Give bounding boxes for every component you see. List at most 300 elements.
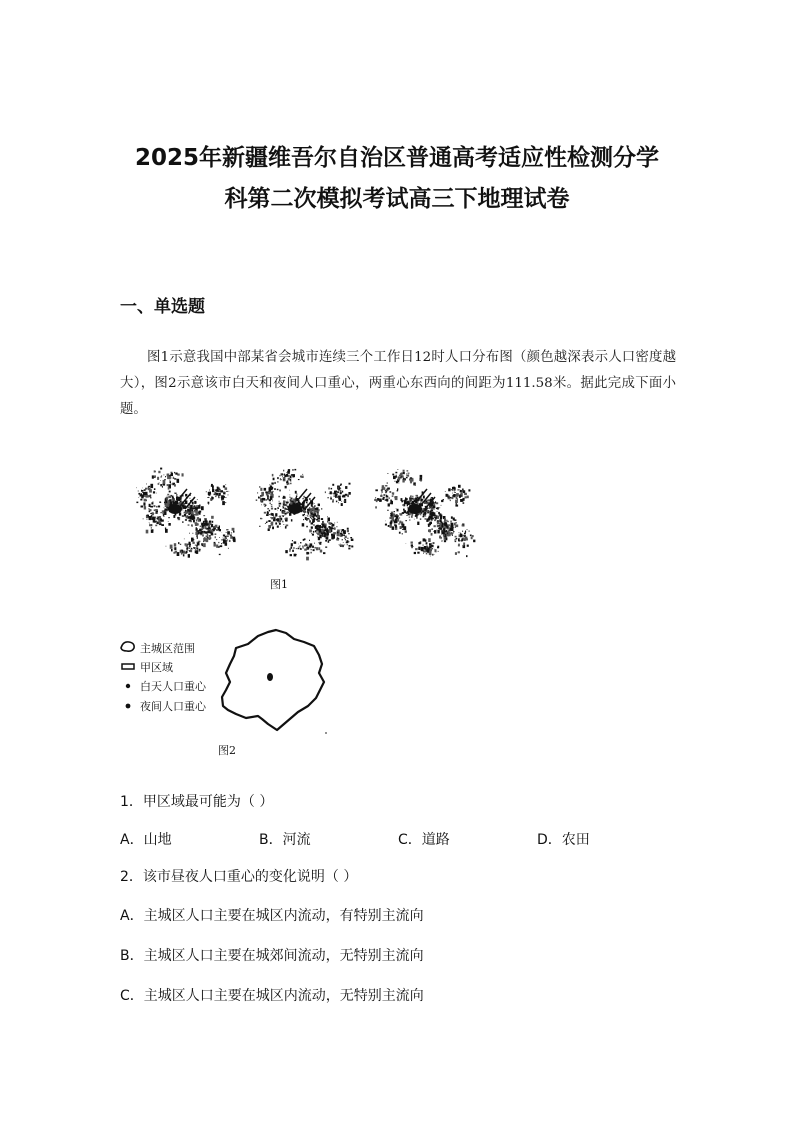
density-speck bbox=[272, 474, 274, 477]
density-speck bbox=[412, 496, 413, 497]
density-speck bbox=[431, 543, 432, 544]
density-speck bbox=[189, 514, 190, 516]
density-speck bbox=[391, 513, 393, 515]
density-speck bbox=[279, 475, 280, 476]
density-speck bbox=[444, 521, 446, 522]
density-speck bbox=[383, 494, 385, 495]
density-speck bbox=[292, 469, 294, 471]
density-speck bbox=[165, 476, 166, 477]
density-speck bbox=[403, 478, 404, 480]
density-speck bbox=[173, 515, 175, 518]
density-speck bbox=[227, 539, 228, 540]
density-speck bbox=[269, 484, 270, 485]
density-speck bbox=[328, 526, 330, 528]
density-speck bbox=[463, 545, 464, 546]
density-speck bbox=[173, 552, 175, 554]
density-speck bbox=[165, 528, 166, 530]
density-speck bbox=[389, 491, 391, 493]
density-speck bbox=[287, 512, 289, 514]
density-speck bbox=[411, 544, 413, 546]
density-speck bbox=[295, 491, 297, 494]
density-speck bbox=[433, 518, 434, 520]
density-speck bbox=[182, 521, 183, 523]
density-speck bbox=[311, 549, 312, 550]
density-speck bbox=[402, 524, 404, 526]
density-speck bbox=[286, 474, 289, 477]
density-speck bbox=[407, 507, 408, 508]
density-speck bbox=[337, 532, 339, 534]
density-speck bbox=[454, 489, 455, 490]
density-speck bbox=[150, 497, 151, 499]
density-speck bbox=[268, 528, 270, 531]
density-speck bbox=[444, 522, 447, 526]
q1-option-d[interactable]: D．农田 bbox=[537, 832, 590, 848]
density-speck bbox=[348, 533, 349, 534]
density-speck bbox=[387, 482, 388, 483]
density-speck bbox=[165, 509, 166, 510]
density-speck bbox=[158, 471, 160, 473]
density-speck bbox=[455, 492, 456, 493]
density-speck bbox=[296, 548, 297, 549]
density-speck bbox=[332, 501, 334, 502]
density-speck bbox=[174, 543, 176, 546]
density-speck bbox=[430, 498, 432, 499]
density-speck bbox=[302, 498, 304, 499]
q1-option-a[interactable]: A．山地 bbox=[120, 832, 172, 848]
density-speck bbox=[423, 553, 424, 554]
density-speck bbox=[302, 514, 304, 516]
density-speck bbox=[347, 530, 349, 533]
density-speck bbox=[279, 520, 281, 522]
density-speck bbox=[448, 530, 450, 533]
density-speck bbox=[190, 550, 192, 552]
density-speck bbox=[144, 499, 147, 502]
density-speck bbox=[403, 509, 405, 511]
density-speck bbox=[284, 508, 286, 510]
density-speck bbox=[291, 519, 293, 521]
density-speck bbox=[285, 507, 286, 508]
density-speck bbox=[181, 550, 182, 552]
density-speck bbox=[268, 508, 269, 509]
density-speck bbox=[433, 504, 435, 506]
density-speck bbox=[153, 519, 155, 523]
density-speck bbox=[418, 542, 420, 544]
density-speck bbox=[376, 499, 378, 502]
density-speck bbox=[447, 534, 448, 535]
density-speck bbox=[279, 519, 281, 521]
density-speck bbox=[400, 476, 401, 478]
density-speck bbox=[426, 553, 428, 554]
density-speck bbox=[436, 508, 438, 510]
density-speck bbox=[465, 531, 466, 532]
density-speck bbox=[288, 502, 289, 503]
density-speck bbox=[306, 557, 309, 561]
document-title bbox=[100, 138, 694, 220]
density-speck bbox=[309, 519, 310, 520]
density-speck bbox=[429, 506, 430, 507]
density-speck bbox=[317, 520, 320, 522]
density-speck bbox=[383, 497, 385, 498]
density-speck bbox=[464, 493, 467, 495]
density-speck bbox=[401, 525, 402, 526]
density-speck bbox=[311, 526, 313, 528]
density-speck bbox=[290, 494, 291, 495]
density-speck bbox=[429, 523, 432, 525]
density-speck bbox=[199, 513, 201, 515]
density-speck bbox=[170, 545, 173, 549]
density-speck bbox=[277, 489, 279, 490]
density-speck bbox=[290, 500, 291, 501]
density-speck bbox=[197, 542, 198, 543]
figure-2-gravity-center-map bbox=[118, 626, 333, 738]
density-speck bbox=[153, 517, 155, 520]
density-speck bbox=[270, 503, 271, 504]
density-speck bbox=[223, 485, 225, 487]
density-speck bbox=[309, 520, 311, 522]
density-speck bbox=[410, 481, 412, 483]
density-speck bbox=[196, 547, 197, 548]
density-speck bbox=[218, 497, 220, 498]
density-speck bbox=[336, 497, 337, 498]
density-speck bbox=[314, 503, 315, 504]
density-speck bbox=[440, 523, 442, 526]
density-speck bbox=[282, 521, 283, 523]
density-speck bbox=[265, 491, 267, 493]
density-speck bbox=[311, 508, 312, 509]
density-speck bbox=[205, 519, 206, 521]
density-speck bbox=[445, 530, 446, 531]
density-speck bbox=[195, 507, 198, 510]
density-speck bbox=[441, 534, 442, 535]
density-speck bbox=[326, 529, 328, 532]
density-speck bbox=[458, 489, 459, 490]
figure-1-caption: 图1 bbox=[270, 578, 288, 591]
density-speck bbox=[423, 538, 426, 541]
density-speck bbox=[160, 512, 162, 513]
density-speck bbox=[171, 474, 172, 475]
density-speck bbox=[469, 530, 470, 532]
density-speck bbox=[223, 540, 224, 541]
density-speck bbox=[208, 502, 210, 504]
density-speck bbox=[188, 524, 190, 525]
density-speck bbox=[167, 484, 169, 486]
density-speck bbox=[206, 491, 207, 492]
density-speck bbox=[450, 532, 452, 535]
density-speck bbox=[391, 520, 393, 523]
density-speck bbox=[411, 516, 413, 518]
district-jia bbox=[267, 673, 273, 681]
density-speck bbox=[215, 495, 216, 497]
density-speck bbox=[185, 516, 187, 518]
density-speck bbox=[309, 498, 311, 499]
density-speck bbox=[459, 489, 460, 490]
density-speck bbox=[420, 519, 422, 520]
density-speck bbox=[375, 489, 378, 491]
density-speck bbox=[305, 543, 307, 545]
legend-label-city-range: 主城区范围 bbox=[140, 642, 195, 655]
density-speck bbox=[395, 520, 396, 521]
density-speck bbox=[290, 483, 291, 485]
density-speck bbox=[336, 501, 337, 503]
density-speck bbox=[185, 494, 187, 497]
density-speck bbox=[264, 488, 267, 491]
legend-label-district: 甲区域 bbox=[140, 661, 173, 674]
density-speck bbox=[345, 539, 346, 540]
density-speck bbox=[318, 504, 320, 507]
density-speck bbox=[216, 545, 218, 548]
night-center-legend-icon bbox=[126, 704, 131, 709]
density-speck bbox=[218, 542, 219, 543]
density-speck bbox=[331, 523, 332, 525]
density-speck bbox=[289, 490, 290, 491]
density-speck bbox=[138, 491, 139, 492]
density-speck bbox=[292, 474, 295, 477]
density-speck bbox=[270, 485, 271, 486]
density-speck bbox=[328, 487, 330, 489]
density-speck bbox=[273, 516, 274, 517]
density-speck bbox=[190, 498, 191, 499]
density-speck bbox=[296, 554, 297, 555]
density-speck bbox=[273, 491, 274, 492]
density-speck bbox=[286, 504, 288, 506]
density-speck bbox=[416, 517, 417, 519]
density-speck bbox=[166, 503, 168, 507]
density-speck bbox=[180, 544, 181, 545]
density-speck bbox=[286, 502, 288, 504]
density-speck bbox=[197, 517, 199, 520]
density-speck bbox=[208, 493, 210, 496]
density-speck bbox=[405, 497, 406, 499]
density-speck bbox=[229, 534, 230, 535]
density-speck bbox=[333, 493, 334, 495]
density-speck bbox=[306, 520, 307, 521]
density-speck bbox=[302, 523, 305, 526]
density-speck bbox=[308, 513, 310, 515]
density-speck bbox=[219, 526, 220, 528]
density-speck bbox=[260, 497, 261, 498]
density-speck bbox=[292, 550, 294, 552]
q1-option-c[interactable]: C．道路 bbox=[398, 832, 450, 848]
density-speck bbox=[290, 554, 292, 556]
density-speck bbox=[404, 510, 407, 513]
density-speck bbox=[285, 513, 287, 515]
density-speck bbox=[430, 556, 431, 557]
density-speck bbox=[172, 501, 174, 502]
density-speck bbox=[155, 512, 157, 514]
density-speck bbox=[225, 484, 226, 485]
density-speck bbox=[188, 516, 191, 518]
density-speck bbox=[406, 515, 407, 516]
density-speck bbox=[223, 540, 226, 543]
density-speck bbox=[136, 488, 137, 489]
density-speck bbox=[304, 503, 305, 504]
density-speck bbox=[406, 477, 408, 479]
density-speck bbox=[291, 543, 293, 546]
density-speck bbox=[168, 517, 170, 518]
density-speck bbox=[464, 533, 466, 534]
q2-option-b[interactable]: B．主城区人口主要在城郊间流动，无特别主流向 bbox=[120, 948, 424, 964]
density-speck bbox=[196, 528, 198, 531]
density-speck bbox=[203, 543, 206, 547]
density-speck bbox=[467, 529, 468, 530]
density-speck bbox=[312, 508, 314, 510]
density-speck bbox=[151, 515, 153, 517]
density-speck bbox=[292, 540, 293, 541]
density-speck bbox=[311, 533, 312, 534]
density-speck bbox=[198, 533, 200, 534]
q2-option-c[interactable]: C．主城区人口主要在城区内流动，无特别主流向 bbox=[120, 988, 424, 1004]
density-speck bbox=[170, 474, 171, 475]
density-speck bbox=[467, 545, 469, 547]
density-speck bbox=[165, 498, 167, 500]
density-speck bbox=[141, 506, 144, 508]
density-speck bbox=[422, 499, 423, 500]
density-speck bbox=[230, 536, 233, 539]
density-speck bbox=[269, 510, 270, 512]
density-speck bbox=[173, 498, 174, 499]
density-speck bbox=[342, 491, 343, 493]
density-speck bbox=[207, 497, 208, 498]
density-speck bbox=[188, 509, 190, 512]
density-speck bbox=[338, 496, 341, 500]
density-speck bbox=[348, 548, 350, 550]
density-speck bbox=[186, 544, 189, 547]
density-speck bbox=[267, 511, 268, 512]
density-speck bbox=[421, 547, 424, 551]
density-speck bbox=[458, 485, 461, 488]
density-speck bbox=[386, 496, 389, 498]
density-speck bbox=[461, 492, 463, 495]
density-speck bbox=[434, 549, 435, 550]
density-speck bbox=[307, 509, 309, 511]
density-speck bbox=[322, 521, 324, 523]
density-speck bbox=[267, 497, 269, 500]
density-speck bbox=[443, 523, 444, 525]
density-speck bbox=[283, 470, 284, 472]
density-speck bbox=[463, 490, 466, 493]
density-speck bbox=[450, 500, 451, 502]
density-speck bbox=[284, 474, 285, 476]
density-speck bbox=[201, 506, 204, 510]
density-speck bbox=[460, 540, 461, 541]
density-speck bbox=[329, 493, 330, 494]
density-speck bbox=[445, 537, 447, 540]
density-speck bbox=[164, 512, 166, 515]
density-speck bbox=[422, 511, 424, 513]
density-speck bbox=[191, 505, 192, 506]
density-speck bbox=[420, 480, 422, 482]
density-speck bbox=[204, 533, 205, 534]
density-speck bbox=[169, 477, 171, 479]
district-legend-icon bbox=[122, 664, 134, 669]
density-speck bbox=[176, 495, 177, 496]
q2-option-a[interactable]: A．主城区人口主要在城区内流动，有特别主流向 bbox=[120, 908, 424, 924]
density-speck bbox=[277, 526, 279, 528]
density-speck bbox=[387, 510, 388, 511]
density-speck bbox=[400, 526, 401, 528]
density-speck bbox=[189, 533, 190, 534]
density-speck bbox=[147, 495, 149, 497]
density-speck bbox=[197, 535, 199, 537]
density-speck bbox=[336, 495, 337, 496]
density-speck bbox=[217, 487, 219, 489]
density-speck bbox=[429, 543, 431, 545]
density-speck bbox=[310, 510, 312, 513]
density-speck bbox=[166, 499, 168, 500]
density-speck bbox=[287, 500, 288, 501]
density-speck bbox=[340, 490, 342, 492]
density-speck bbox=[286, 520, 288, 521]
q1-option-b[interactable]: B．河流 bbox=[259, 832, 311, 848]
density-speck bbox=[203, 515, 205, 516]
density-speck bbox=[168, 521, 169, 522]
density-speck bbox=[420, 514, 422, 515]
density-speck bbox=[318, 547, 320, 550]
density-speck bbox=[202, 523, 204, 526]
density-speck bbox=[331, 536, 334, 539]
density-speck bbox=[455, 525, 457, 527]
density-speck bbox=[151, 525, 152, 526]
density-speck bbox=[279, 505, 281, 506]
density-speck bbox=[317, 516, 320, 518]
density-speck bbox=[186, 515, 187, 516]
density-speck bbox=[160, 468, 162, 470]
density-speck bbox=[187, 509, 188, 510]
density-speck bbox=[425, 516, 426, 517]
density-speck bbox=[396, 516, 399, 519]
density-speck bbox=[162, 510, 164, 511]
density-speck bbox=[164, 516, 165, 517]
density-speck bbox=[196, 545, 197, 547]
density-speck bbox=[259, 526, 260, 527]
density-speck bbox=[215, 536, 216, 538]
density-speck bbox=[196, 505, 198, 507]
density-speck bbox=[169, 499, 171, 501]
density-speck bbox=[279, 503, 282, 505]
density-speck bbox=[225, 487, 228, 490]
density-speck bbox=[184, 512, 185, 513]
density-speck bbox=[438, 512, 440, 514]
density-speck bbox=[344, 502, 346, 503]
density-speck bbox=[164, 502, 165, 504]
density-speck bbox=[381, 490, 383, 491]
density-speck bbox=[153, 505, 155, 507]
density-speck bbox=[391, 517, 394, 520]
density-speck bbox=[209, 490, 210, 491]
density-speck bbox=[207, 533, 208, 535]
density-speck bbox=[352, 546, 354, 548]
density-speck bbox=[337, 522, 338, 523]
density-speck bbox=[186, 547, 188, 549]
density-speck bbox=[318, 518, 319, 519]
density-speck bbox=[436, 518, 437, 519]
density-speck bbox=[228, 548, 229, 549]
density-speck bbox=[397, 509, 399, 512]
density-speck bbox=[156, 506, 157, 508]
density-speck bbox=[196, 551, 199, 554]
density-speck bbox=[459, 495, 461, 498]
density-speck bbox=[195, 514, 196, 515]
density-speck bbox=[189, 545, 191, 547]
legend bbox=[121, 641, 207, 713]
density-speck bbox=[434, 530, 436, 534]
density-speck bbox=[182, 515, 184, 517]
density-speck bbox=[168, 487, 170, 490]
density-speck bbox=[208, 504, 209, 505]
density-speck bbox=[393, 513, 395, 516]
density-speck bbox=[207, 530, 210, 533]
density-speck bbox=[303, 511, 304, 512]
